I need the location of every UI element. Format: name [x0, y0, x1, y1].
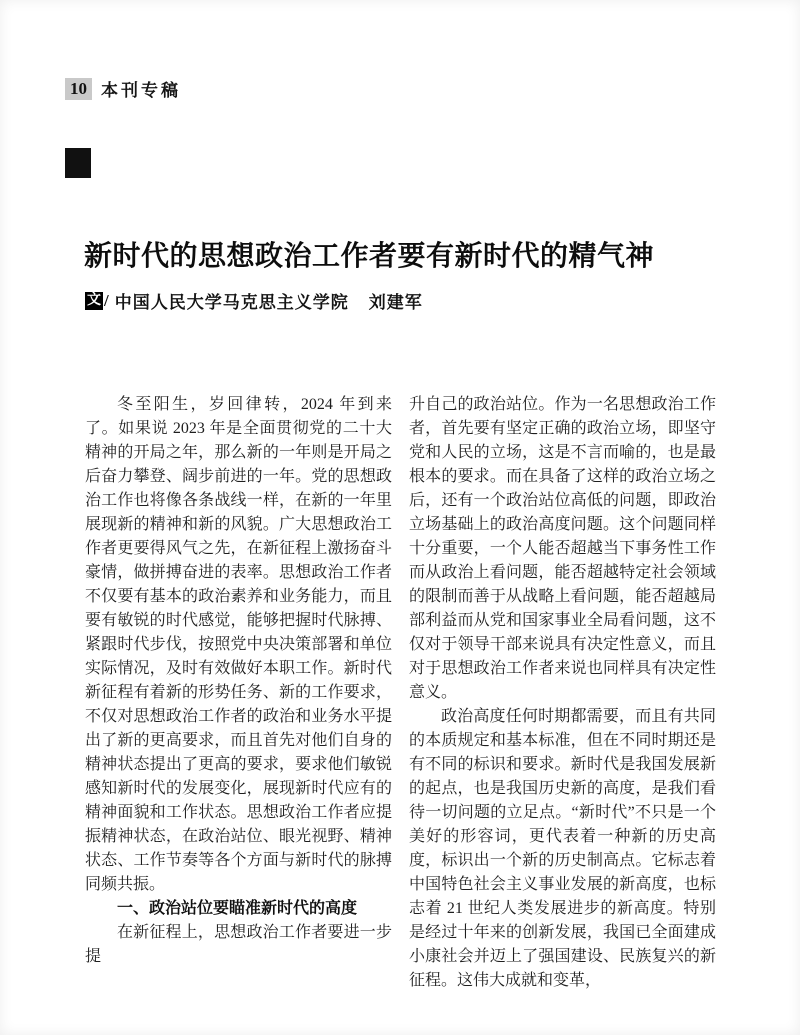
paragraph-1: 冬至阳生，岁回律转，2024 年到来了。如果说 2023 年是全面贯彻党的二十大精神的开局之年，那么新的一年则是开局之后奋力攀登、阔步前进的一年。党的思想政治工作也将像各条战线一样，在新的一年里展现新的精神和新的风貌。广大思想政治工作者更要得风气之先，在新征程上激扬奋斗豪情，做拼搏奋进的表率。思想政治工作者不仅要有基本的政治素养和业务能力，而且要有敏锐的时代感觉，能够把握时代脉搏、紧跟时代步伐，按照党中央决策部署和单位实际情况，及时有效做好本职工作。新时代新征程有着新的形势任务、新的工作要求，不仅对思想政治工作者的政治和业务水平提出了新的更高要求，而且首先对他们自身的精神状态提出了更高的要求，要求他们敏锐感知新时代的发展变化，展现新时代应有的精神面貌和工作状态。思想政治工作者应提振精神状态，在政治站位、眼光视野、精神状态、工作节奏等各个方面与新时代的脉搏同频共振。 [85, 396, 392, 893]
page-number-badge: 10 [65, 78, 92, 100]
paragraph-2-continued: 升自己的政治站位。作为一名思想政治工作者，首先要有坚定正确的政治立场，即坚守党和人民的立场，这是不言而喻的，也是最根本的要求。而在具备了这样的政治立场之后，还有一个政治站位高低的问题，即政治立场基础上的政治高度问题。这个问题同样十分重要，一个人能否超越当下事务性工作而从政治上看问题，能否超越特定社会领域的限制而善于从战略上看问题，能否超越局部利益而从党和国家事业全局看问题，这不仅对于领导干部来说具有决定性意义，而且对于思想政治工作者来说也同样具有决定性意义。 [409, 396, 716, 701]
article-title: 新时代的思想政治工作者要有新时代的精气神 [84, 240, 655, 271]
section-heading-1: 一、政治站位要瞄准新时代的高度 [117, 900, 358, 917]
section-label: 本刊专稿 [101, 81, 181, 100]
black-decor-block [65, 148, 91, 178]
byline-slash: / [104, 290, 109, 310]
article-body [85, 393, 716, 993]
right-column [409, 393, 716, 993]
wen-author-icon: 文 [87, 292, 101, 308]
paragraph-3: 政治高度任何时期都需要，而且有共同的本质规定和基本标准，但在不同时期还是有不同的标识和要求。新时代是我国发展新的起点，也是我国历史新的高度，是我们看待一切问题的立足点。“新时代”不只是一个美好的形容词，更代表着一种新的历史高度，标识出一个新的历史制高点。它标志着中国特色社会主义事业发展的新高度，也标志着 21 世纪人类发展进步的新高度。特别是经过十年来的创新发展，我国已全面建成小康社会并迈上了强国建设、民族复兴的新征程。这伟大成就和变革， [409, 708, 716, 989]
left-column [85, 393, 392, 993]
page-header [65, 76, 181, 101]
paragraph-2-start: 在新征程上，思想政治工作者要进一步提 [85, 924, 392, 965]
author-name: 刘建军 [368, 293, 423, 312]
byline [85, 288, 423, 313]
author-affiliation: 中国人民大学马克思主义学院 [114, 293, 349, 312]
